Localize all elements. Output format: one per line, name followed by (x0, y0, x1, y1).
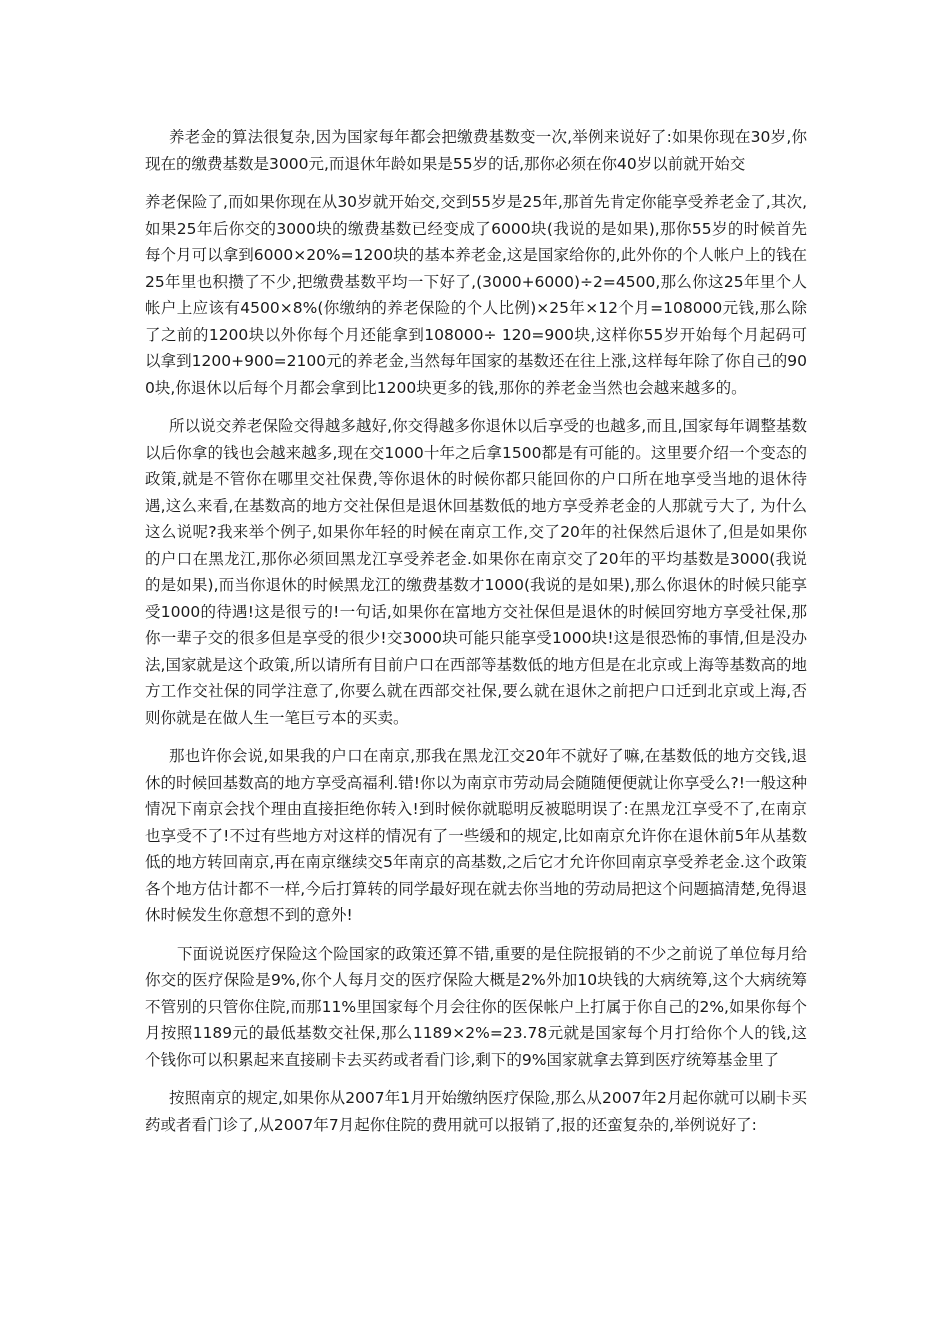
paragraph-pension-calculation: 养老保险了,而如果你现在从30岁就开始交,交到55岁是25年,那首先肯定你能享受养老金了,其次,如果25年后你交的3000块的缴费基数已经变成了6000块(我说的是如果),那你55岁的时候首先每个月可以拿到6000×20%=1200块的基本养老金,这是国家给你的,此外你的个人帐户上的钱在25年里也积攒了不少,把缴费基数平均一下好了,(3000+6000)÷2=4500,那么你这25年里个人帐户上应该有4500×8%(你缴纳的养老保险的个人比例)×25年×12个月=108000元钱,那么除了之前的1200块以外你每个月还能拿到108000÷ 120=900块,这样你55岁开始每个月起码可以拿到1200+900=2100元的养老金,当然每年国家的基数还在往上涨,这样每年除了你自己的900块,你退休以后每个月都会拿到比1200块更多的钱,那你的养老金当然也会越来越多的。 (145, 193, 807, 397)
paragraph-nanjing-rules: 按照南京的规定,如果你从2007年1月开始缴纳医疗保险,那么从2007年2月起你就可以刷卡买药或者看门诊了,从2007年7月起你住院的费用就可以报销了,报的还蛮复杂的,举例说好了: (145, 1089, 807, 1134)
paragraph-pension-intro: 养老金的算法很复杂,因为国家每年都会把缴费基数变一次,举例来说好了:如果你现在30岁,你现在的缴费基数是3000元,而退休年龄如果是55岁的话,那你必须在你40岁以前就开始交 (145, 128, 807, 173)
document-body (145, 124, 807, 1150)
paragraph-pension-transfer: 那也许你会说,如果我的户口在南京,那我在黑龙江交20年不就好了嘛,在基数低的地方交钱,退休的时候回基数高的地方享受高福利.错!你以为南京市劳动局会随随便便就让你享受么?!一般这种情况下南京会找个理由直接拒绝你转入!到时候你就聪明反被聪明误了:在黑龙江享受不了,在南京也享受不了!不过有些地方对这样的情况有了一些缓和的规定,比如南京允许你在退休前5年从基数低的地方转回南京,再在南京继续交5年南京的高基数,之后它才允许你回南京享受养老金.这个政策各个地方估计都不一样,今后打算转的同学最好现在就去你当地的劳动局把这个问题搞清楚,免得退休时候发生你意想不到的意外! (145, 747, 807, 924)
paragraph-medical-insurance: 下面说说医疗保险这个险国家的政策还算不错,重要的是住院报销的不少之前说了单位每月给你交的医疗保险是9%,你个人每月交的医疗保险大概是2%外加10块钱的大病统筹,这个大病统筹不管别的只管你住院,而那11%里国家每个月会往你的医保帐户上打属于你自己的2%,如果你每个月按照1189元的最低基数交社保,那么1189×2%=23.78元就是国家每个月打给你个人的钱,这个钱你可以积累起来直接刷卡去买药或者看门诊,剩下的9%国家就拿去算到医疗统筹基金里了 (145, 944, 807, 1069)
paragraph-pension-policy: 所以说交养老保险交得越多越好,你交得越多你退休以后享受的也越多,而且,国家每年调整基数以后你拿的钱也会越来越多,现在交1000十年之后拿1500都是有可能的。这里要介绍一个变态的政策,就是不管你在哪里交社保费,等你退休的时候你都只能回你的户口所在地享受当地的退休待遇,这么来看,在基数高的地方交社保但是退休回基数低的地方享受养老金的人那就亏大了, 为什么这么说呢?我来举个例子,如果你年轻的时候在南京工作,交了20年的社保然后退休了,但是如果你的户口在黑龙江,那你必须回黑龙江享受养老金.如果你在南京交了20年的平均基数是3000(我说的是如果),而当你退休的时候黑龙江的缴费基数才1000(我说的是如果),那么你退休的时候只能享受1000的待遇!这是很亏的!一句话,如果你在富地方交社保但是退休的时候回穷地方享受社保,那你一辈子交的很多但是享受的很少!交3000块可能只能享受1000块!这是很恐怖的事情,但是没办法,国家就是这个政策,所以请所有目前户口在西部等基数低的地方但是在北京或上海等基数高的地方工作交社保的同学注意了,你要么就在西部交社保,要么就在退休之前把户口迁到北京或上海,否则你就是在做人生一笔巨亏本的买卖。 (145, 417, 807, 727)
